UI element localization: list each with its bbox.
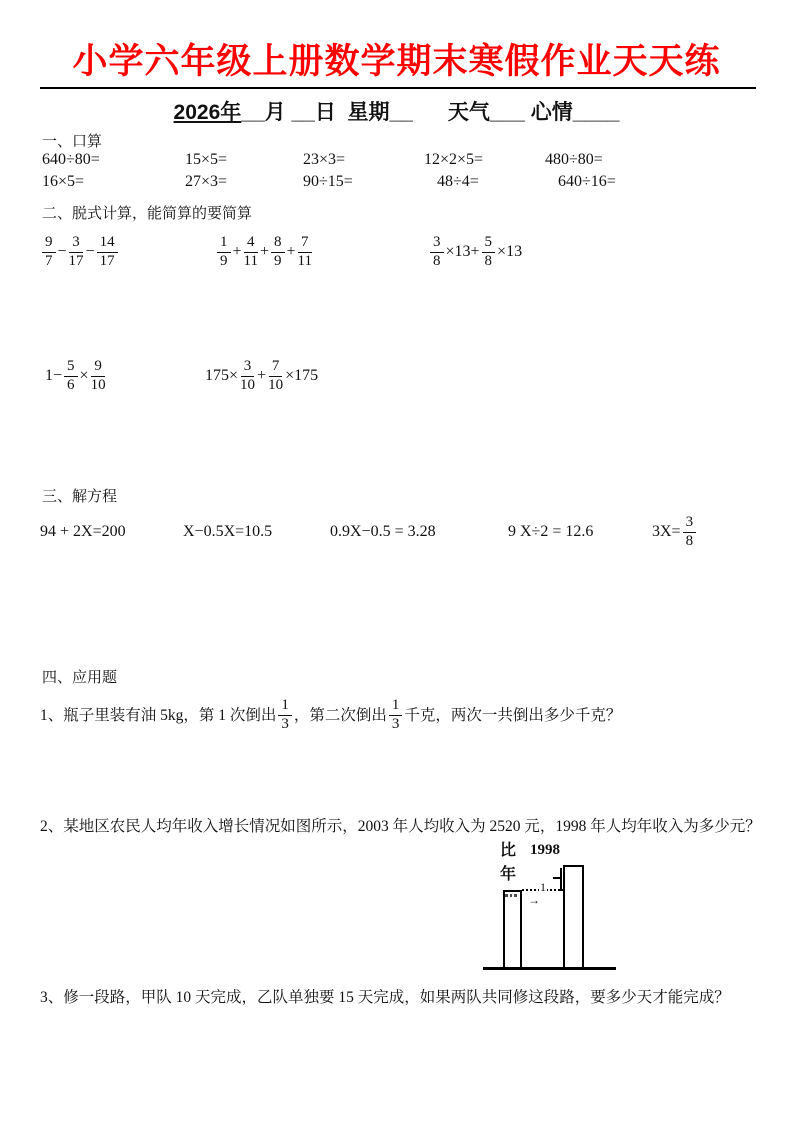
date-year: 2026年: [173, 101, 242, 124]
expression-text: +: [257, 367, 267, 384]
expression-text: 1、瓶子里装有油 5kg，第 1 次倒出: [40, 706, 277, 724]
expression-text: +: [259, 243, 270, 260]
expression-text: ×: [79, 367, 89, 384]
expression-text: 9 X÷2 = 12.6: [508, 523, 594, 540]
oral-problem: 480÷80=: [545, 151, 603, 168]
difference-label: 1: [540, 880, 546, 894]
expression-text: 175×: [205, 367, 239, 384]
oral-problem: 48÷4=: [437, 173, 479, 190]
oral-problem: 90÷15=: [303, 173, 353, 190]
arrow-icon: →: [528, 893, 540, 907]
fraction: $\frac{3}{8}$: [430, 235, 444, 270]
oral-problem: 27×3=: [185, 173, 228, 190]
oral-problem: 640÷16=: [558, 173, 616, 190]
fraction: $\frac{5}{6}$: [64, 359, 78, 394]
oral-problem: 640÷80=: [42, 151, 100, 168]
oral-problem: 15×5=: [185, 151, 228, 168]
date-line: [0, 96, 793, 126]
expression-text: −: [85, 243, 95, 260]
expression-text: ×175: [285, 367, 319, 384]
figure-label-nian: 年: [500, 866, 517, 883]
oral-row-1: [42, 151, 603, 169]
section-oral-heading: 一、口算: [42, 134, 103, 150]
figure-label-1998: 1998: [530, 842, 560, 858]
fraction: $\frac{1}{9}$: [217, 235, 231, 270]
figure-baseline: [483, 967, 616, 970]
income-bar-figure: [470, 838, 640, 978]
fraction: $\frac{14}{17}$: [97, 235, 118, 270]
fraction: $\frac{1}{3}$: [389, 698, 403, 733]
difference-bracket: [560, 868, 562, 891]
equation: [508, 508, 593, 556]
stepwise-expression: [40, 228, 120, 276]
fraction: $\frac{9}{10}$: [90, 357, 106, 393]
expression-text: 0.9X−0.5 = 3.28: [330, 523, 436, 540]
word-problem-2: 2、某地区农民人均年收入增长情况如图所示，2003 年人均收入为 2520 元，1998 年人均年收入为多少元？: [40, 818, 761, 835]
date-blanks: __月 __日 星期__ 天气___ 心情____: [241, 101, 620, 124]
bar-2003: [563, 865, 584, 969]
expression-text: ，第二次倒出: [293, 706, 387, 724]
stepwise-expression: [205, 352, 318, 400]
expression-text: +: [286, 243, 296, 260]
fraction: $\frac{1}{3}$: [278, 698, 292, 733]
equation: [652, 508, 698, 556]
oral-problem: 16×5=: [42, 173, 85, 190]
expression-text: ×13+: [445, 243, 480, 260]
expression-text: 1−: [45, 367, 63, 384]
section-equations-heading: 三、解方程: [42, 489, 118, 505]
equation: [183, 508, 272, 556]
expression-text: ×13: [497, 243, 523, 260]
oral-problem: 12×2×5=: [424, 151, 484, 168]
fraction: $\frac{5}{8}$: [482, 235, 496, 270]
expression-text: 3X=: [652, 523, 681, 540]
difference-bracket-tick: [553, 877, 561, 879]
expression-text: −: [57, 243, 67, 260]
title-divider: [40, 87, 756, 89]
expression-text: X−0.5X=10.5: [183, 523, 273, 540]
stepwise-expression: [428, 228, 522, 276]
section-word-problems-heading: 四、应用题: [42, 670, 118, 686]
stepwise-expression: [45, 352, 108, 400]
stepwise-expression: [215, 228, 314, 276]
fraction: $\frac{8}{9}$: [271, 235, 285, 270]
fraction: $\frac{3}{10}$: [240, 357, 256, 393]
page-title: 小学六年级上册数学期末寒假作业天天练: [72, 42, 721, 81]
expression-text: +: [232, 243, 242, 260]
fraction: $\frac{9}{7}$: [42, 235, 56, 270]
bar-1998: [503, 890, 522, 969]
expression-text: 千克，两次一共倒出多少千克？: [404, 706, 622, 724]
fraction: $\frac{3}{8}$: [683, 515, 697, 550]
equation: [40, 508, 126, 556]
fraction: $\frac{4}{11}$: [243, 233, 258, 269]
fraction: $\frac{7}{10}$: [268, 357, 284, 393]
figure-label-bi: 比: [500, 842, 517, 859]
oral-row-2: [42, 173, 616, 191]
section-stepwise-heading: 二、脱式计算，能简算的要简算: [42, 206, 253, 222]
oral-problem: 23×3=: [303, 151, 346, 168]
fraction: $\frac{7}{11}$: [297, 233, 312, 269]
scan-artifact: [505, 894, 517, 897]
fraction: $\frac{3}{17}$: [68, 233, 84, 269]
word-problem-1: [40, 698, 770, 733]
equation: [330, 508, 436, 556]
word-problem-3: 3、修一段路，甲队 10 天完成，乙队单独要 15 天完成，如果两队共同修这段路，要多少天才能完成？: [40, 989, 730, 1006]
expression-text: 94 + 2X=200: [40, 523, 126, 540]
